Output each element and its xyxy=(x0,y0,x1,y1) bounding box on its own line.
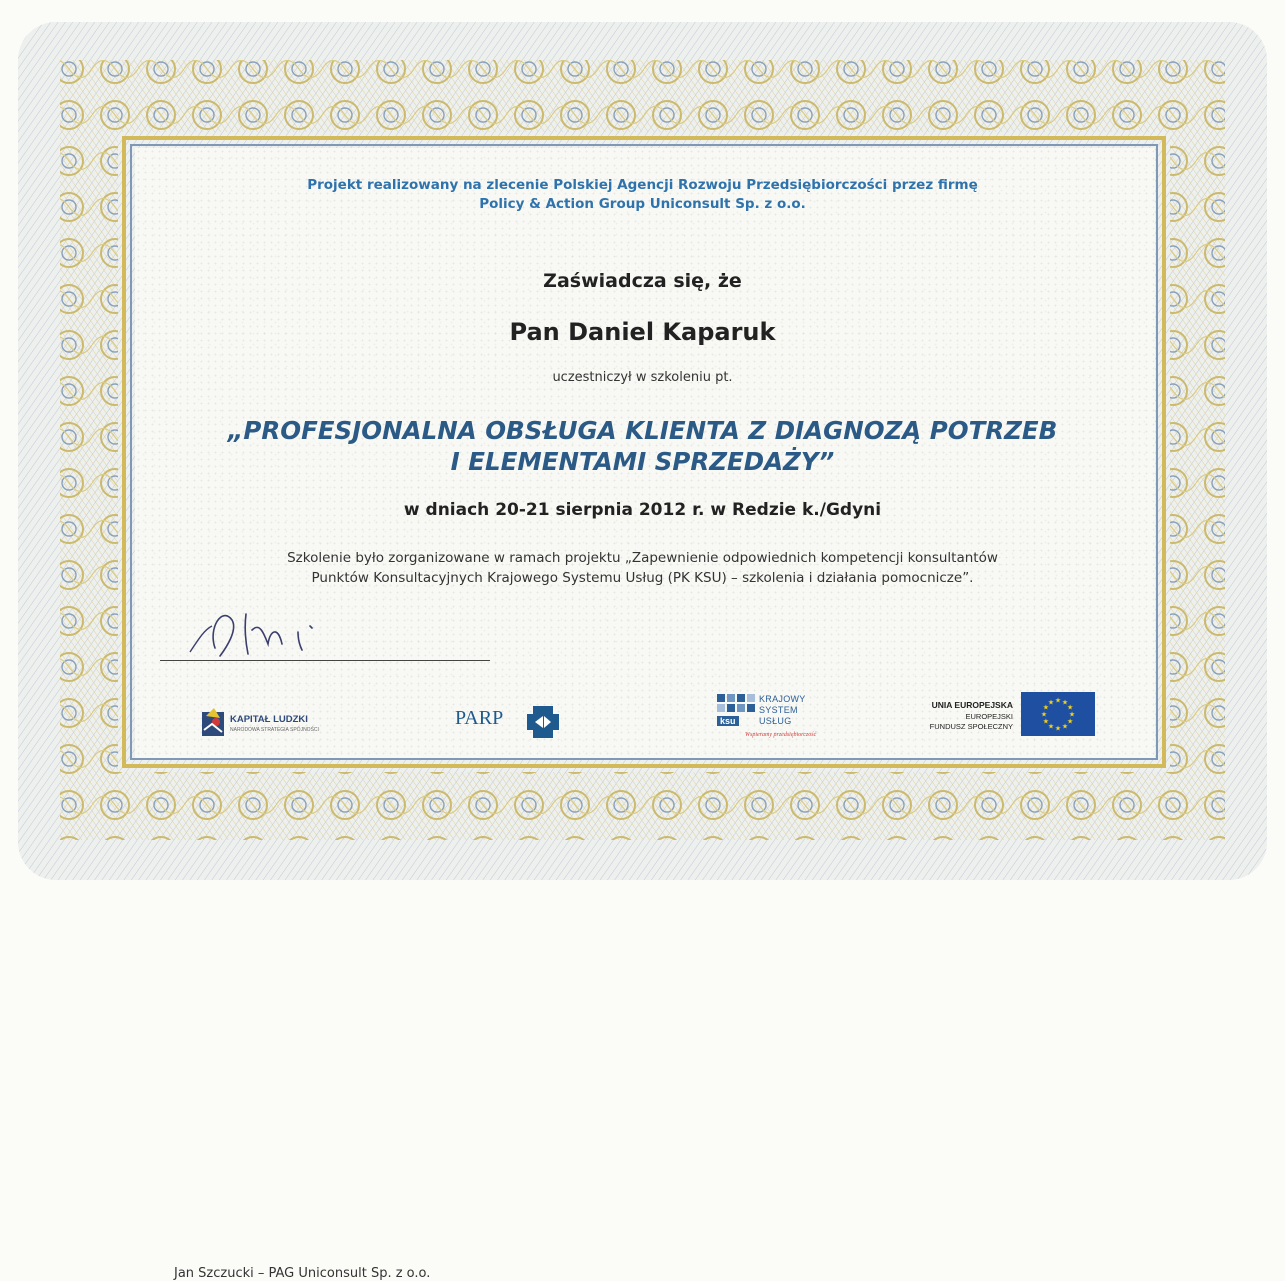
kapital-ludzki-emblem-icon xyxy=(200,704,228,738)
eu-star: ★ xyxy=(1042,703,1050,712)
kapital-ludzki-subtitle: NARODOWA STRATEGIA SPÓJNOŚCI xyxy=(230,727,319,733)
eu-star: ★ xyxy=(1054,724,1062,733)
certifies-lead: Zaświadcza się, że xyxy=(543,270,742,292)
parp-logo xyxy=(455,704,575,740)
kapital-ludzki-title: KAPITAŁ LUDZKI xyxy=(230,714,308,725)
eu-flag-icon xyxy=(1021,692,1095,736)
eu-star: ★ xyxy=(1047,722,1055,731)
course-title xyxy=(0,415,1285,477)
eu-line-2: EUROPEJSKI xyxy=(965,712,1013,721)
parp-wordmark: PARP xyxy=(455,707,504,729)
eu-star: ★ xyxy=(1040,710,1048,719)
training-dates: w dniach 20-21 sierpnia 2012 r. w Redzie k./Gdyni xyxy=(403,500,882,520)
eu-logo xyxy=(925,692,1095,738)
ksu-line-1: KRAJOWY xyxy=(759,694,806,704)
eu-star: ★ xyxy=(1054,696,1062,705)
ksu-line-3: USŁUG xyxy=(759,716,792,726)
header-line-1: Projekt realizowany na zlecenie Polskiej Agencji Rozwoju Przedsiębiorczości przez firmę xyxy=(307,177,978,193)
signer-name: Jan Szczucki – PAG Uniconsult Sp. z o.o. xyxy=(174,1266,431,1281)
eu-star: ★ xyxy=(1042,717,1050,726)
eu-line-1: UNIA EUROPEJSKA xyxy=(931,700,1013,710)
eu-star: ★ xyxy=(1066,703,1074,712)
course-title-line-1: „PROFESJONALNA OBSŁUGA KLIENTA Z DIAGNOZĄ POTRZEB xyxy=(227,416,1058,445)
parp-arrows-icon xyxy=(525,704,561,740)
eu-star: ★ xyxy=(1061,722,1069,731)
ksu-line-2: SYSTEM xyxy=(759,705,798,715)
handwritten-signature xyxy=(160,600,490,660)
eu-star: ★ xyxy=(1068,710,1076,719)
project-context xyxy=(0,548,1285,588)
ksu-grid-icon xyxy=(717,694,757,716)
kapital-ludzki-logo xyxy=(200,700,340,740)
participant-name: Pan Daniel Kaparuk xyxy=(509,318,776,346)
header-line-2: Policy & Action Group Uniconsult Sp. z o.o. xyxy=(479,196,806,212)
eu-line-3: FUNDUSZ SPOŁECZNY xyxy=(929,722,1013,731)
eu-star: ★ xyxy=(1066,717,1074,726)
eu-star: ★ xyxy=(1061,698,1069,707)
ksu-logo xyxy=(715,694,825,750)
project-context-line-1: Szkolenie było zorganizowane w ramach projektu „Zapewnienie odpowiednich kompetencji konsultantów xyxy=(287,550,998,566)
eu-star: ★ xyxy=(1047,698,1055,707)
signature-line xyxy=(160,660,490,661)
participation-text: uczestniczył w szkoleniu pt. xyxy=(552,370,733,385)
course-title-line-2: I ELEMENTAMI SPRZEDAŻY” xyxy=(450,447,835,476)
project-context-line-2: Punktów Konsultacyjnych Krajowego Systemu Usług (PK KSU) – szkolenia i działania pomocnicze”. xyxy=(311,570,974,586)
ksu-slogan: Wspieramy przedsiębiorczość xyxy=(745,732,817,738)
ksu-tag: ksu xyxy=(717,716,739,726)
